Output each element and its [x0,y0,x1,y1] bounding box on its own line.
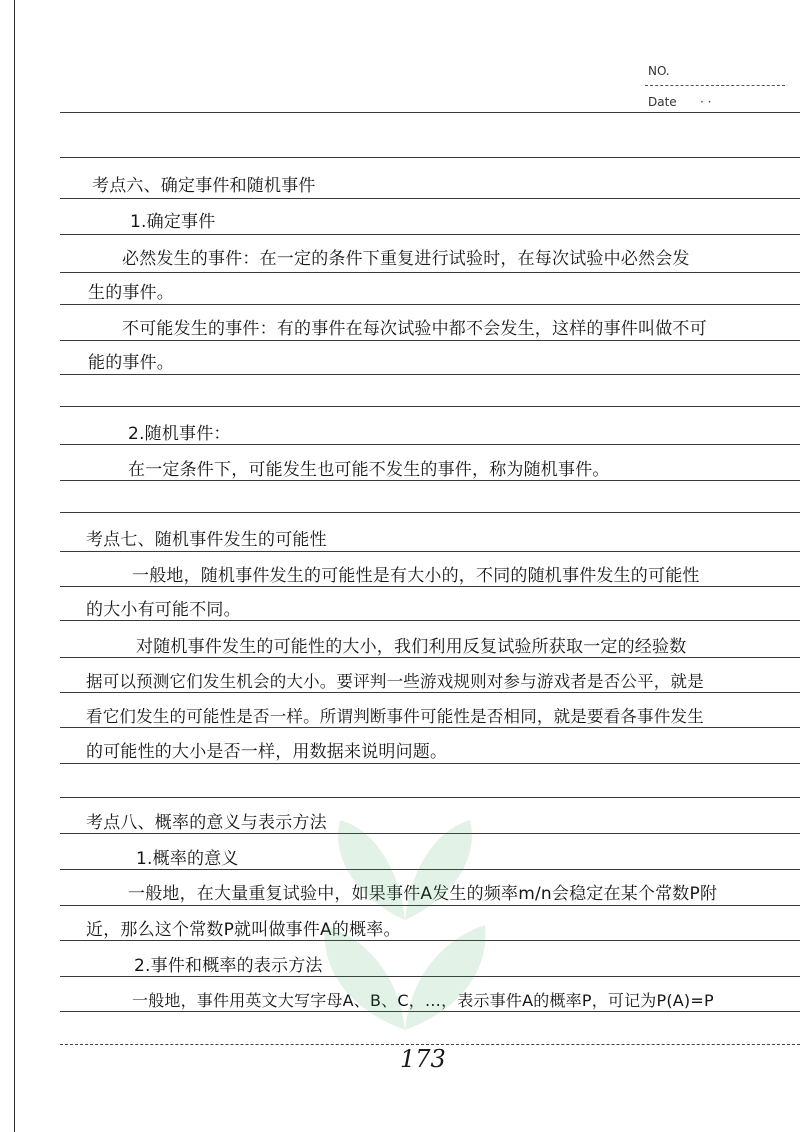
section-8-subheading-1: 1.概率的意义 [136,849,239,869]
no-label: NO. [648,64,670,78]
section-8-para-2: 一般地，事件用英文大写字母A、B、C，…，表示事件A的概率P，可记为P(A)=P [132,991,714,1010]
section-7-para-2-line-1: 对随机事件发生的可能性的大小，我们利用反复试验所获取一定的经验数 [136,637,687,657]
ruled-line [60,198,800,199]
ruled-line [60,304,800,305]
section-7-para-2-line-3: 看它们发生的可能性是否一样。所谓判断事件可能性是否相同，就是要看各事件发生 [86,707,704,726]
ruled-line [60,727,800,728]
ruled-line [60,157,800,158]
section-6-subheading-1: 1.确定事件 [130,212,216,232]
no-field-line [645,85,785,86]
ruled-line [60,1011,800,1012]
ruled-line [60,763,800,764]
section-7-title: 考点七、随机事件发生的可能性 [86,530,327,550]
section-8-subheading-2: 2.事件和概率的表示方法 [134,956,323,976]
ruled-line [60,512,800,513]
ruled-line [60,444,800,445]
section-8-para-1-line-1: 一般地，在大量重复试验中，如果事件A发生的频率m/n会稳定在某个常数P附 [128,884,718,904]
section-6-para-1-line-1: 必然发生的事件：在一定的条件下重复进行试验时，在每次试验中必然会发 [122,249,690,269]
section-7-para-2-line-4: 的可能性的大小是否一样，用数据来说明问题。 [86,742,448,762]
ruled-line [60,374,800,375]
ruled-line [60,869,800,870]
ruled-line [60,620,800,621]
date-dots: · · [700,95,712,109]
ruled-line [60,480,800,481]
ruled-line [60,833,800,834]
section-7-para-2-line-2: 据可以预测它们发生机会的大小。要评判一些游戏规则对参与游戏者是否公平，就是 [86,672,704,691]
section-8-para-1-line-2: 近，那么这个常数P就叫做事件A的概率。 [86,920,401,940]
ruled-line [60,112,800,113]
ruled-line [60,657,800,658]
section-8-title: 考点八、概率的意义与表示方法 [86,813,327,833]
ruled-line [60,692,800,693]
section-6-para-3: 在一定条件下，可能发生也可能不发生的事件，称为随机事件。 [128,460,610,480]
section-6-para-2-line-1: 不可能发生的事件：有的事件在每次试验中都不会发生，这样的事件叫做不可 [122,319,707,339]
section-6-subheading-2: 2.随机事件： [128,424,231,444]
ruled-line [60,272,800,273]
ruled-line [60,940,800,941]
section-6-para-1-line-2: 生的事件。 [88,283,174,303]
date-label: Date [648,95,677,109]
ruled-line [60,586,800,587]
ruled-line [60,406,800,407]
section-7-para-1-line-2: 的大小有可能不同。 [86,600,241,620]
ruled-line [60,340,800,341]
ruled-line [60,797,800,798]
section-7-para-1-line-1: 一般地，随机事件发生的可能性是有大小的，不同的随机事件发生的可能性 [132,566,700,586]
page-number: 173 [400,1045,446,1073]
binding-margin-line [14,0,15,1132]
ruled-line [60,976,800,977]
ruled-line [60,905,800,906]
ruled-line [60,234,800,235]
section-6-para-2-line-2: 能的事件。 [88,353,174,373]
section-6-title: 考点六、确定事件和随机事件 [92,176,316,196]
ruled-line [60,551,800,552]
